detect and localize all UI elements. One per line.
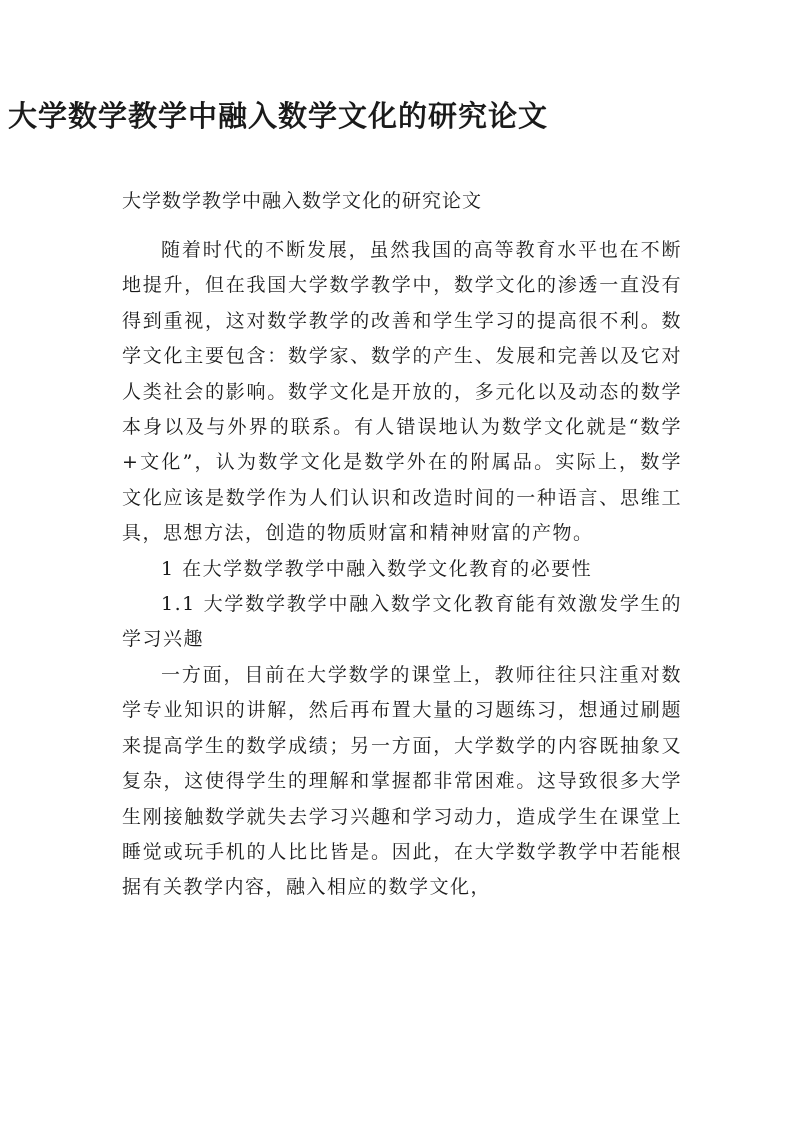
document-body [122, 233, 682, 906]
paragraph-intro: 随着时代的不断发展，虽然我国的高等教育水平也在不断地提升，但在我国大学数学教学中，数学文化的渗透一直没有得到重视，这对数学教学的改善和学生学习的提高很不利。数学文化主要包含：数学家、数学的产生、发展和完善以及它对人类社会的影响。数学文化是开放的，多元化以及动态的数学本身以及与外界的联系。有人错误地认为数学文化就是“数学+文化”，认为数学文化是数学外在的附属品。实际上，数学文化应该是数学作为人们认识和改造时间的一种语言、思维工具，思想方法，创造的物质财富和精神财富的产物。 [122, 239, 682, 545]
section-heading-1: 1 在大学数学教学中融入数学文化教育的必要性 [161, 557, 593, 580]
document-title: 大学数学教学中融入数学文化的研究论文 [7, 99, 548, 133]
document-subtitle: 大学数学教学中融入数学文化的研究论文 [122, 190, 483, 212]
paragraph-interest: 一方面，目前在大学数学的课堂上，教师往往只注重对数学专业知识的讲解，然后再布置大量的习题练习，想通过刷题来提高学生的数学成绩；另一方面，大学数学的内容既抽象又复杂，这使得学生的理解和掌握都非常困难。这导致很多大学生刚接触数学就失去学习兴趣和学习动力，造成学生在课堂上睡觉或玩手机的人比比皆是。因此，在大学数学教学中若能根据有关教学内容，融入相应的数学文化， [122, 663, 682, 899]
section-heading-1-1: 1.1 大学数学教学中融入数学文化教育能有效激发学生的学习兴趣 [122, 593, 682, 651]
